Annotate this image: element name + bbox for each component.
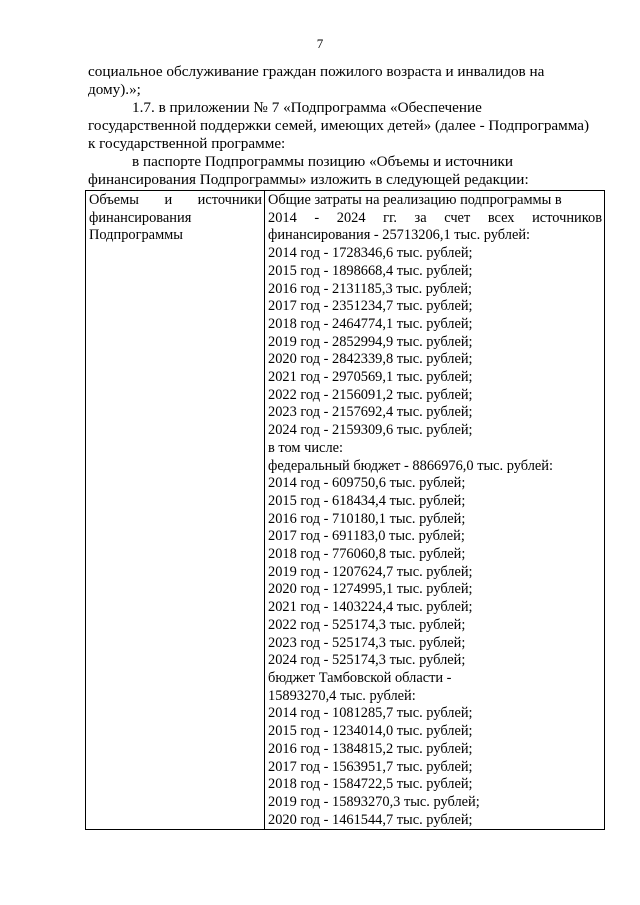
list-item: 2021 год - 2970569,1 тыс. рублей; xyxy=(268,369,473,386)
paragraph-3-line-2: финансирования Подпрограммы» изложить в следующей редакции: xyxy=(88,171,529,188)
list-item: 2022 год - 2156091,2 тыс. рублей; xyxy=(268,386,473,403)
page-number: 7 xyxy=(316,36,324,51)
passport-table xyxy=(85,190,605,830)
regional-budget-label: бюджет Тамбовской области - xyxy=(268,669,452,686)
list-item: 2024 год - 525174,3 тыс. рублей; xyxy=(268,652,466,669)
list-item: 2019 год - 2852994,9 тыс. рублей; xyxy=(268,333,473,350)
list-item: 2020 год - 2842339,8 тыс. рублей; xyxy=(268,351,473,368)
list-item: 2017 год - 691183,0 тыс. рублей; xyxy=(268,528,465,545)
list-item: 2019 год - 15893270,3 тыс. рублей; xyxy=(268,793,480,810)
paragraph-1-line-2: дому).»; xyxy=(88,81,141,98)
regional-by-year-list xyxy=(268,705,602,829)
list-item: 2016 год - 2131185,3 тыс. рублей; xyxy=(268,280,473,297)
total-by-year-list xyxy=(268,245,602,440)
list-item: 2024 год - 2159309,6 тыс. рублей; xyxy=(268,422,473,439)
list-item: 2017 год - 2351234,7 тыс. рублей; xyxy=(268,298,473,315)
list-item: 2014 год - 1081285,7 тыс. рублей; xyxy=(268,705,473,722)
list-item: 2020 год - 1274995,1 тыс. рублей; xyxy=(268,581,473,598)
list-item: 2016 год - 710180,1 тыс. рублей; xyxy=(268,510,466,527)
list-item: 2014 год - 609750,6 тыс. рублей; xyxy=(268,475,466,492)
financing-intro-line: 2014 - 2024 гг. за счет всех источников xyxy=(268,209,602,226)
position-name-cell xyxy=(86,191,265,830)
list-item: 2018 год - 1584722,5 тыс. рублей; xyxy=(268,776,473,793)
list-item: 2018 год - 776060,8 тыс. рублей; xyxy=(268,546,466,563)
list-item: 2021 год - 1403224,4 тыс. рублей; xyxy=(268,599,473,616)
list-item: 2015 год - 618434,4 тыс. рублей; xyxy=(268,492,466,509)
list-item: 2019 год - 1207624,7 тыс. рублей; xyxy=(268,563,473,580)
paragraph-2-line-1: 1.7. в приложении № 7 «Подпрограмма «Обеспечение xyxy=(132,99,482,116)
document-body xyxy=(88,63,601,189)
paragraph-2-line-3: к государственной программе: xyxy=(88,135,286,152)
federal-budget-label: федеральный бюджет - 8866976,0 тыс. рублей: xyxy=(268,457,553,474)
regional-budget-amount: 15893270,4 тыс. рублей: xyxy=(268,687,416,704)
paragraph-3-line-1: в паспорте Подпрограммы позицию «Объемы и источники xyxy=(132,153,514,170)
including-label: в том числе: xyxy=(268,439,344,456)
list-item: 2020 год - 1461544,7 тыс. рублей; xyxy=(268,811,473,828)
financing-intro-line: Общие затраты на реализацию подпрограммы в xyxy=(268,192,562,208)
table-row xyxy=(86,191,605,830)
position-name-line: Подпрограммы xyxy=(89,227,183,244)
list-item: 2023 год - 2157692,4 тыс. рублей; xyxy=(268,404,473,421)
list-item: 2014 год - 1728346,6 тыс. рублей; xyxy=(268,245,473,262)
list-item: 2023 год - 525174,3 тыс. рублей; xyxy=(268,634,466,651)
list-item: 2022 год - 525174,3 тыс. рублей; xyxy=(268,616,466,633)
position-name-line: финансирования xyxy=(89,209,192,226)
list-item: 2017 год - 1563951,7 тыс. рублей; xyxy=(268,758,473,775)
list-item: 2015 год - 1234014,0 тыс. рублей; xyxy=(268,723,473,740)
paragraph-1-line-1: социальное обслуживание граждан пожилого возраста и инвалидов на xyxy=(88,63,545,80)
paragraph-2-line-2: государственной поддержки семей, имеющих детей» (далее - Подпрограмма) xyxy=(88,117,590,134)
list-item: 2016 год - 1384815,2 тыс. рублей; xyxy=(268,740,473,757)
list-item: 2018 год - 2464774,1 тыс. рублей; xyxy=(268,315,473,332)
federal-by-year-list xyxy=(268,475,602,670)
financing-details-cell xyxy=(265,191,605,830)
financing-intro-line: финансирования - 25713206,1 тыс. рублей: xyxy=(268,227,531,244)
position-name-line: Объемы и источники xyxy=(89,192,262,208)
list-item: 2015 год - 1898668,4 тыс. рублей; xyxy=(268,262,473,279)
